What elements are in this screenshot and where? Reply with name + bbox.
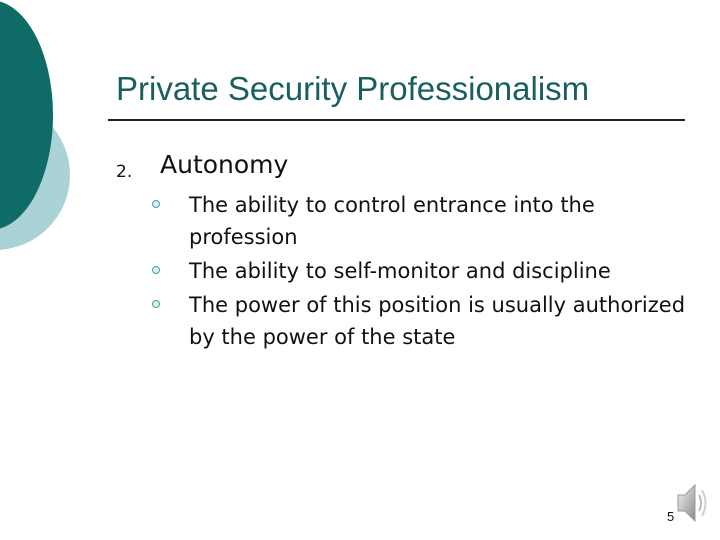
bullet-item <box>152 189 692 253</box>
decorative-circles <box>0 0 120 300</box>
bullet-dot-icon <box>152 266 160 274</box>
bullet-dot-icon <box>152 200 160 208</box>
speaker-icon[interactable] <box>676 478 710 528</box>
title-divider <box>108 119 685 121</box>
bullet-item <box>152 255 692 287</box>
page-number: 5 <box>667 509 675 524</box>
bullet-item <box>152 289 692 353</box>
section-number: 2. <box>116 162 133 182</box>
bullet-dot-icon <box>152 300 160 308</box>
bullet-text: The ability to self-monitor and discipline <box>189 259 611 283</box>
slide-title: Private Security Professionalism <box>116 70 590 107</box>
bullet-text: The power of this position is usually authorized by the power of the state <box>189 293 686 349</box>
bullet-list <box>152 189 692 355</box>
section-heading: Autonomy <box>160 150 289 179</box>
bullet-text: The ability to control entrance into the profession <box>189 193 595 249</box>
